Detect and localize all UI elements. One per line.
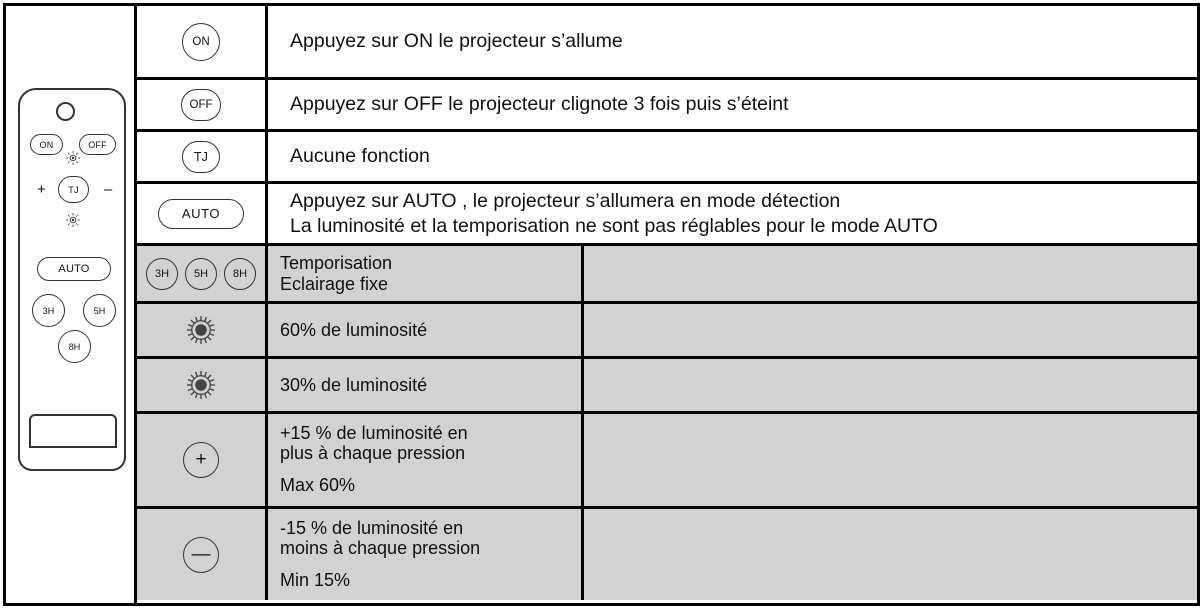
row-icon-cell xyxy=(137,80,268,129)
hour-8h-label: 8H xyxy=(232,267,248,280)
row-icon-cell xyxy=(137,414,268,506)
table-row xyxy=(137,6,1197,80)
row-text-line: Aucune fonction xyxy=(290,145,430,168)
row-description-cell xyxy=(268,184,1197,243)
row-description-cell xyxy=(268,359,584,411)
off-button-icon xyxy=(181,89,221,121)
remote-off-button[interactable] xyxy=(79,134,116,155)
plus-icon-label: + xyxy=(195,449,207,470)
table-row xyxy=(137,246,1197,304)
remote-3h-button[interactable] xyxy=(32,294,65,327)
row-icon-cell xyxy=(137,304,268,356)
remote-5h-button[interactable] xyxy=(83,294,116,327)
table-row xyxy=(137,132,1197,184)
tj-button-icon xyxy=(182,141,220,173)
row-text-line: -15 % de luminosité en xyxy=(280,517,464,538)
row-text-line: plus à chaque pression xyxy=(280,443,466,464)
row-description-cell xyxy=(268,304,584,356)
row-text-line: Appuyez sur AUTO , le projecteur s’allumera en mode détection xyxy=(290,190,841,213)
row-icon-cell xyxy=(137,359,268,411)
row-description-cell xyxy=(268,6,1197,77)
remote-on-label: ON xyxy=(39,139,54,150)
remote-body xyxy=(18,88,126,471)
hour-3h-label: 3H xyxy=(154,267,170,280)
remote-brightness-up-icon[interactable] xyxy=(65,150,81,166)
remote-on-button[interactable] xyxy=(30,134,63,155)
row-icon-cell xyxy=(137,6,268,77)
remote-brightness-down-icon[interactable] xyxy=(65,212,81,228)
document-frame xyxy=(3,3,1200,606)
table-row xyxy=(137,359,1197,414)
row-text-sub: Min 15% xyxy=(280,569,351,590)
row-text-line: Appuyez sur OFF le projecteur clignote 3 fois puis s’éteint xyxy=(290,93,789,116)
row-description-cell xyxy=(268,246,584,301)
hour-5h-icon xyxy=(185,258,217,290)
row-text-line: Temporisation xyxy=(280,253,393,274)
row-text-line: moins à chaque pression xyxy=(280,537,481,558)
brightness-sun-icon xyxy=(186,315,216,345)
plus-button-icon xyxy=(183,442,219,478)
remote-tj-button[interactable] xyxy=(58,176,89,203)
hour-buttons-icon xyxy=(137,258,265,290)
row-empty-cell xyxy=(584,414,1197,506)
row-text-line: 30% de luminosité xyxy=(280,374,428,395)
remote-minus-label[interactable]: – xyxy=(104,181,113,198)
row-empty-cell xyxy=(584,509,1197,600)
row-text-line: 60% de luminosité xyxy=(280,319,428,340)
table-row xyxy=(137,414,1197,509)
row-icon-cell xyxy=(137,246,268,301)
instructions-table xyxy=(137,6,1197,603)
row-empty-cell xyxy=(584,359,1197,411)
on-icon-label: ON xyxy=(192,35,210,48)
minus-icon-label: — xyxy=(191,543,211,565)
row-text-line: Eclairage fixe xyxy=(280,273,389,294)
row-text-sub: Max 60% xyxy=(280,475,356,496)
ir-led-icon xyxy=(56,102,75,121)
remote-3h-label: 3H xyxy=(42,305,55,316)
remote-auto-label: AUTO xyxy=(58,263,90,275)
remote-off-label: OFF xyxy=(88,139,107,150)
hour-8h-icon xyxy=(224,258,256,290)
table-row xyxy=(137,80,1197,132)
minus-button-icon xyxy=(183,537,219,573)
auto-icon-label: AUTO xyxy=(181,206,221,221)
row-icon-cell xyxy=(137,132,268,181)
remote-8h-button[interactable] xyxy=(58,330,91,363)
row-description-cell xyxy=(268,414,584,506)
tj-icon-label: TJ xyxy=(194,149,208,164)
row-text-line: +15 % de luminosité en xyxy=(280,423,468,444)
off-icon-label: OFF xyxy=(189,98,213,111)
brightness-sun-icon xyxy=(186,370,216,400)
remote-illustration-column xyxy=(6,6,137,603)
row-description-cell xyxy=(268,509,584,600)
row-text-line: Appuyez sur ON le projecteur s’allume xyxy=(290,30,623,53)
row-description-cell xyxy=(268,80,1197,129)
hour-5h-label: 5H xyxy=(193,267,209,280)
hour-3h-icon xyxy=(146,258,178,290)
row-empty-cell xyxy=(584,304,1197,356)
table-row xyxy=(137,509,1197,600)
row-icon-cell xyxy=(137,509,268,600)
row-text-line: La luminosité et la temporisation ne sont pas réglables pour le mode AUTO xyxy=(290,214,938,237)
remote-auto-button[interactable] xyxy=(37,257,111,281)
remote-plus-label[interactable]: + xyxy=(37,181,46,198)
row-description-cell xyxy=(268,132,1197,181)
table-row xyxy=(137,304,1197,359)
remote-5h-label: 5H xyxy=(93,305,106,316)
remote-battery-slot xyxy=(29,414,117,448)
row-icon-cell xyxy=(137,184,268,243)
table-row xyxy=(137,184,1197,246)
auto-button-icon xyxy=(158,199,244,229)
on-button-icon xyxy=(182,23,220,61)
remote-8h-label: 8H xyxy=(68,341,81,352)
row-empty-cell xyxy=(584,246,1197,301)
remote-tj-label: TJ xyxy=(68,184,79,195)
